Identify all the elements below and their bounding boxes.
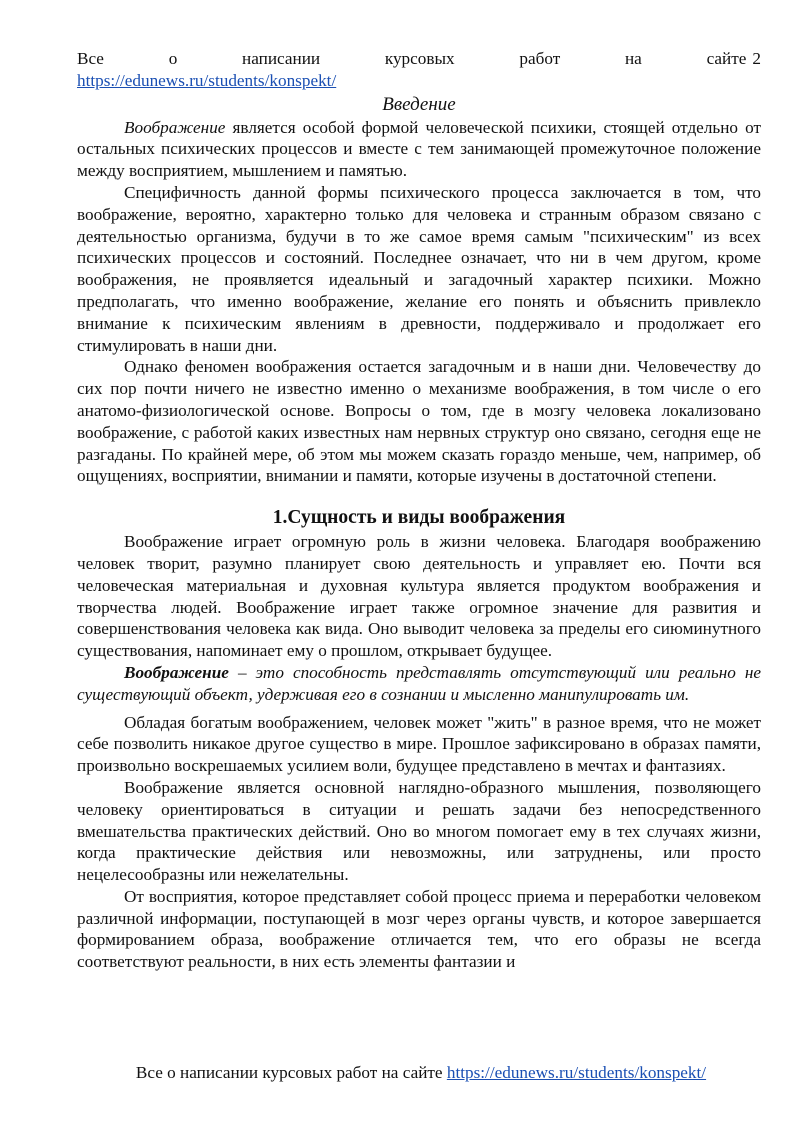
section-paragraph-2: Обладая богатым воображением, человек может "жить" в разное время, что не может себе позволить никакое другое существо в мире. Прошлое зафиксировано в образах памяти, произвольно воскрешаемых усилием воли, будущее представлено в мечтах и фантазиях. [77,712,761,776]
section-title: 1.Сущность и виды воображения [272,507,566,529]
section-paragraph-1: Воображение играет огромную роль в жизни человека. Благодаря воображению человек творит, разумно планирует свою деятельность и управляет ею. Почти вся человеческая материальная и духовная культура является продуктом воображения и творчества людей. Воображение играет также огромное значение для развития и совершенствования человека как вида. Оно выводит человека за пределы его сиюминутного существования, напоминает ему о прошлом, открывает будущее. [77,532,761,661]
header-word: курсовых [384,49,455,68]
definition-term: Воображение [124,662,229,682]
definition-text: – это способность представлять отсутствующий или реально не существующий объект, удерживая его в сознании и мысленно манипулировать им. [77,662,761,704]
definition-paragraph [77,662,761,706]
section-paragraph-3: Воображение является основной наглядно-образного мышления, позволяющего человеку ориентироваться в ситуации и решать задачи без непосредственного вмешательства практических действий. Оно во многом помогает ему в тех случаях жизни, когда практические действия или невозможны, или затруднены, или просто нецелесообразны или нежелательны. [77,777,761,885]
intro-paragraph-1 [77,117,761,182]
page-number: 2 [752,49,761,68]
header-word: о [168,49,178,68]
header-word: написании [242,49,321,68]
section-paragraph-4: От восприятия, которое представляет собой процесс приема и переработки человеком различной информации, поступающей в мозг через органы чувств, и которое завершается формированием образа, воображение отличается тем, что его образы не всегда соответствуют реальности, в них есть элементы фантазии и [77,886,761,972]
footer-line [136,1062,706,1084]
header-right [707,48,761,70]
header-link[interactable]: https://edunews.ru/students/konspekt/ [77,70,337,90]
intro-p1-text: является особой формой человеческой психики, стоящей отдельно от остальных психических процессов и вместе с тем занимающей промежуточное положение между восприятием, мышлением и памятью. [77,117,761,181]
header-word: Все [77,49,104,68]
intro-paragraph-2: Специфичность данной формы психического процесса заключается в том, что воображение, вероятно, характерно только для человека и странным образом связано с деятельностью организма, будучи в то же самое время самым "психическим" из всех психических процессов и состояний. Последнее означает, что ни в чем другом, кроме воображения, не проявляется идеальный и загадочный характер психики. Можно предполагать, что именно воображение, желание его понять и объяснить привлекло внимание к психическим явлениям в древности, поддерживало и продолжает его стимулировать в наши дни. [77,182,761,355]
footer-text: Все о написании курсовых работ на сайте [135,1063,447,1082]
header-word: на [624,49,642,68]
footer [0,1062,800,1084]
intro-paragraph-3: Однако феномен воображения остается загадочным и в наши дни. Человечеству до сих пор почти ничего не известно именно о механизме воображения, в том числе о его анатомо-физиологической основе. Вопросы о том, где в мозгу человека локализовано воображение, с работой каких известных нам нервных структур оно связано, сегодня еще не разгаданы. По крайней мере, об этом мы можем сказать гораздо меньше, чем, например, об ощущениях, восприятии, внимании и памяти, которые изучены в достаточной степени. [77,357,761,486]
header-link-line [77,70,761,92]
footer-link[interactable]: https://edunews.ru/students/konspekt/ [446,1063,707,1082]
intro-title: Введение [382,93,456,115]
header-line [77,48,761,70]
document-page [77,48,761,973]
header-word: работ [519,49,561,68]
intro-term: Воображение [124,117,226,137]
header-word: сайте [706,49,747,68]
